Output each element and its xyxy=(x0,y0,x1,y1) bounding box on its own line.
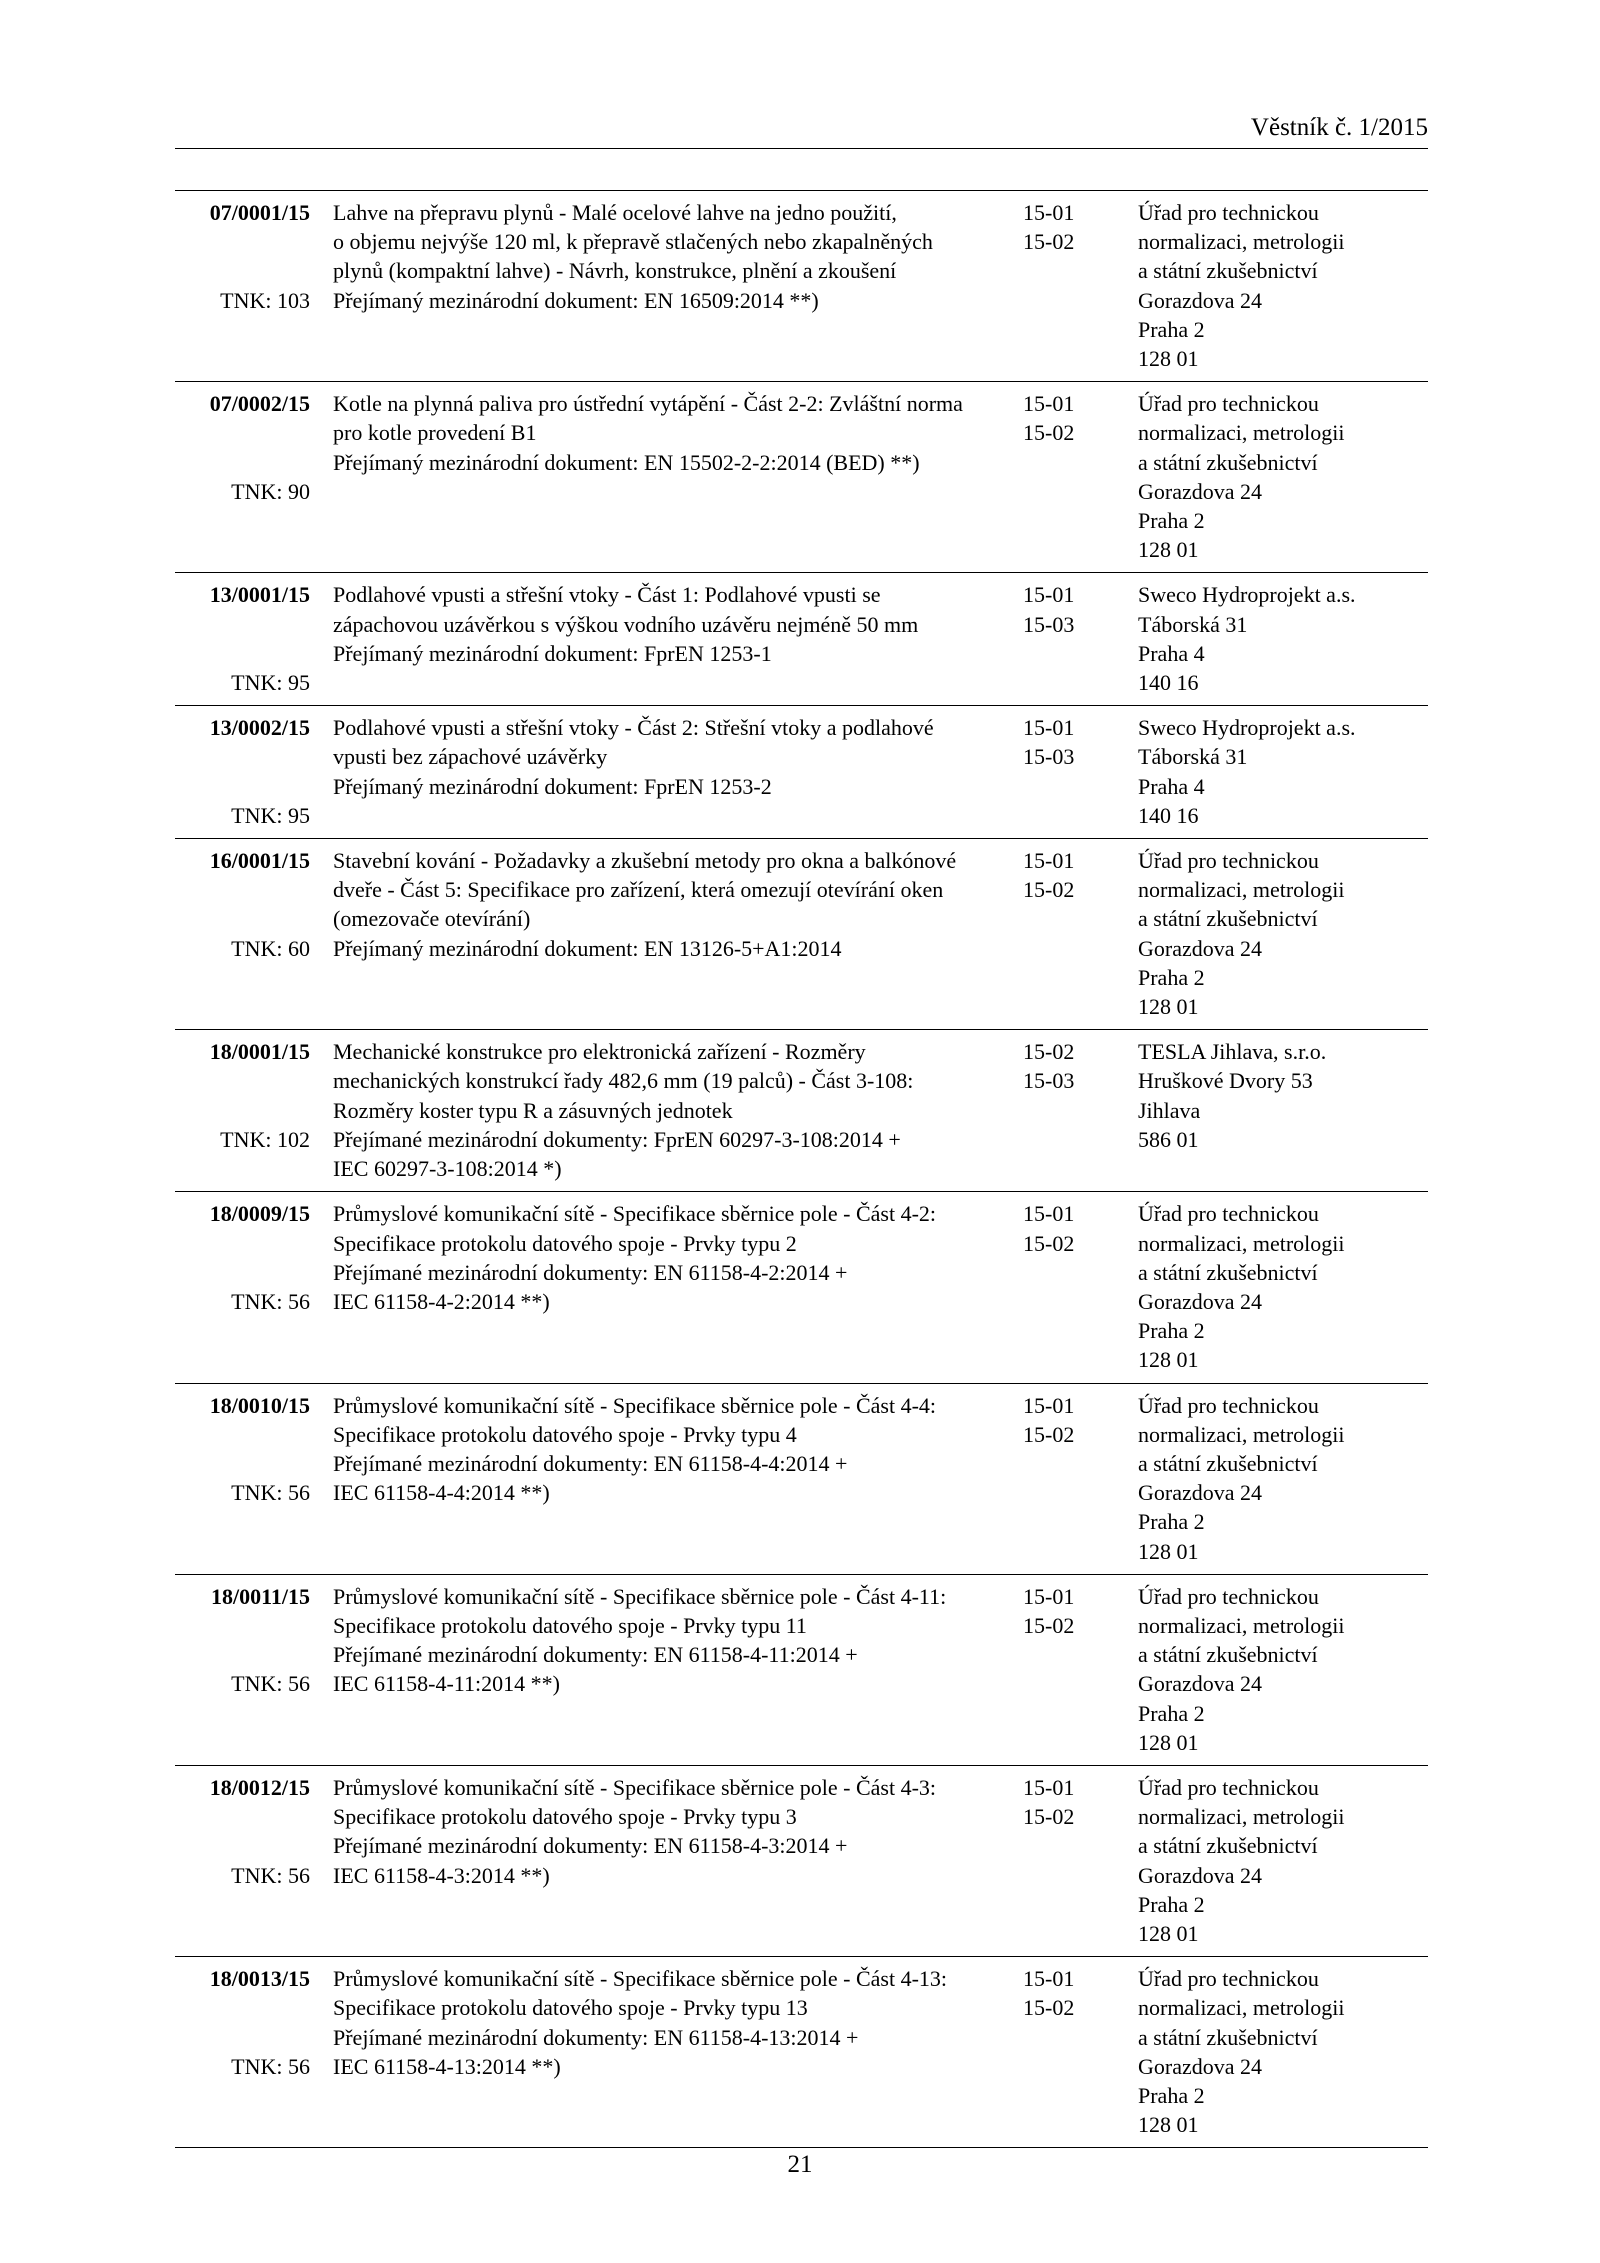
entry-codes-cell xyxy=(1023,191,1138,382)
entry-code: 15-02 xyxy=(1023,1230,1075,1256)
entry-organization-line: normalizaci, metrologii xyxy=(1138,1421,1345,1447)
entry-organization-line: a státní zkušebnictví xyxy=(1138,1259,1318,1285)
entry-title-line: Přejímané mezinárodní dokumenty: FprEN 60297-3-108:2014 + xyxy=(333,1126,901,1152)
entry-code: 15-02 xyxy=(1023,1612,1075,1638)
entry-title-line: Kotle na plynná paliva pro ústřední vytápění - Část 2-2: Zvláštní norma xyxy=(333,391,963,417)
spacer xyxy=(175,418,310,447)
entry-title-line: dveře - Část 5: Specifikace pro zařízení, která omezují otevírání oken xyxy=(333,877,944,903)
entry-title-line: Přejímané mezinárodní dokumenty: EN 61158-4-13:2014 + xyxy=(333,2024,859,2050)
entry-organization-cell xyxy=(1138,1574,1428,1765)
entry-id-cell xyxy=(175,1765,310,1956)
entry-organization-cell xyxy=(1138,1383,1428,1574)
entry-title-line: IEC 61158-4-3:2014 **) xyxy=(333,1862,550,1888)
entry-organization-line: 128 01 xyxy=(1138,1920,1199,1946)
entry-organization-line: a státní zkušebnictví xyxy=(1138,2024,1318,2050)
entry-title-cell xyxy=(333,1957,1023,2148)
spacer xyxy=(175,1096,310,1125)
entry-title-line: Přejímané mezinárodní dokumenty: EN 61158-4-11:2014 + xyxy=(333,1642,858,1668)
entry-organization-line: normalizaci, metrologii xyxy=(1138,1230,1345,1256)
spacer xyxy=(175,1993,310,2022)
entry-title-cell xyxy=(333,573,1023,706)
table-row xyxy=(175,191,1428,382)
spacer xyxy=(175,904,310,933)
entry-codes-cell xyxy=(1023,706,1138,839)
entry-code: 15-01 xyxy=(1023,1201,1075,1227)
standards-table xyxy=(175,190,1428,2148)
entry-codes-cell xyxy=(1023,1192,1138,1383)
entry-codes-cell xyxy=(1023,1957,1138,2148)
entry-organization-line: normalizaci, metrologii xyxy=(1138,420,1345,446)
entry-code: 15-03 xyxy=(1023,1068,1075,1094)
entry-tnk: TNK: 56 xyxy=(231,1862,310,1888)
entry-organization-line: Gorazdova 24 xyxy=(1138,287,1263,313)
entry-tnk: TNK: 56 xyxy=(231,1288,310,1314)
header-rule xyxy=(175,148,1428,149)
entry-organization-line: TESLA Jihlava, s.r.o. xyxy=(1138,1039,1327,1065)
entry-title-line: Specifikace protokolu datového spoje - Prvky typu 2 xyxy=(333,1230,797,1256)
entry-organization-line: 128 01 xyxy=(1138,2112,1199,2138)
entry-organization-line: a státní zkušebnictví xyxy=(1138,906,1318,932)
entry-code: 15-01 xyxy=(1023,1966,1075,1992)
entry-title-line: Specifikace protokolu datového spoje - Prvky typu 4 xyxy=(333,1421,797,1447)
entry-organization-line: 128 01 xyxy=(1138,1538,1199,1564)
entry-organization-line: Úřad pro technickou xyxy=(1138,1201,1319,1227)
table-row xyxy=(175,1192,1428,1383)
entry-organization-line: a státní zkušebnictví xyxy=(1138,1450,1318,1476)
entry-organization-line: Gorazdova 24 xyxy=(1138,1671,1263,1697)
entry-organization-cell xyxy=(1138,839,1428,1030)
entry-organization-line: normalizaci, metrologii xyxy=(1138,1995,1345,2021)
spacer xyxy=(175,639,310,668)
entry-organization-line: a státní zkušebnictví xyxy=(1138,1642,1318,1668)
entry-code: 15-02 xyxy=(1023,229,1075,255)
entry-organization-line: 140 16 xyxy=(1138,802,1199,828)
entry-title-cell xyxy=(333,1383,1023,1574)
standards-table-wrap xyxy=(175,190,1428,2148)
entry-code: 15-01 xyxy=(1023,582,1075,608)
entry-organization-line: 128 01 xyxy=(1138,1729,1199,1755)
entry-organization-cell xyxy=(1138,1030,1428,1192)
entry-title-line: IEC 61158-4-11:2014 **) xyxy=(333,1671,560,1697)
entry-organization-line: Úřad pro technickou xyxy=(1138,1583,1319,1609)
entry-id-cell xyxy=(175,1030,310,1192)
entry-title-line: Lahve na přepravu plynů - Malé ocelové lahve na jedno použití, xyxy=(333,200,897,225)
entry-organization-line: 128 01 xyxy=(1138,994,1199,1020)
entry-title-line: o objemu nejvýše 120 ml, k přepravě stlačených nebo zkapalněných xyxy=(333,229,933,255)
entry-organization-line: Úřad pro technickou xyxy=(1138,200,1319,225)
entry-code: 15-01 xyxy=(1023,200,1075,225)
entry-title-line: Specifikace protokolu datového spoje - Prvky typu 3 xyxy=(333,1804,797,1830)
entry-title-line: plynů (kompaktní lahve) - Návrh, konstrukce, plnění a zkoušení xyxy=(333,258,897,284)
entry-id-cell xyxy=(175,1957,310,2148)
entry-organization-line: Úřad pro technickou xyxy=(1138,848,1319,874)
entry-title-line: Přejímané mezinárodní dokumenty: EN 61158-4-2:2014 + xyxy=(333,1259,848,1285)
entry-organization-line: Gorazdova 24 xyxy=(1138,935,1263,961)
entry-title-line: IEC 61158-4-2:2014 **) xyxy=(333,1288,550,1314)
entry-codes-cell xyxy=(1023,1030,1138,1192)
entry-organization-line: a státní zkušebnictví xyxy=(1138,258,1318,284)
entry-code: 15-01 xyxy=(1023,848,1075,874)
spacer xyxy=(175,1831,310,1860)
entry-code: 15-03 xyxy=(1023,611,1075,637)
entry-organization-line: Úřad pro technickou xyxy=(1138,1392,1319,1418)
entry-organization-cell xyxy=(1138,1192,1428,1383)
entry-organization-line: Praha 4 xyxy=(1138,773,1205,799)
spacer xyxy=(175,875,310,904)
entry-organization-line: Táborská 31 xyxy=(1138,611,1248,637)
entry-organization-line: Táborská 31 xyxy=(1138,744,1248,770)
entry-title-line: Průmyslové komunikační sítě - Specifikace sběrnice pole - Část 4-3: xyxy=(333,1774,937,1800)
entry-title-line: Mechanické konstrukce pro elektronická zařízení - Rozměry xyxy=(333,1039,866,1065)
column-gap xyxy=(310,1574,333,1765)
entry-id-cell xyxy=(175,706,310,839)
spacer xyxy=(175,610,310,639)
entry-id: 13/0001/15 xyxy=(209,582,310,608)
entry-organization-cell xyxy=(1138,1957,1428,2148)
entry-organization-cell xyxy=(1138,573,1428,706)
entry-id-cell xyxy=(175,839,310,1030)
entry-title-cell xyxy=(333,706,1023,839)
entry-title-line: Průmyslové komunikační sítě - Specifikace sběrnice pole - Část 4-11: xyxy=(333,1583,947,1609)
entry-id: 18/0012/15 xyxy=(209,1774,310,1800)
entry-code: 15-01 xyxy=(1023,1392,1075,1418)
column-gap xyxy=(310,1765,333,1956)
entry-title-line: Rozměry koster typu R a zásuvných jednotek xyxy=(333,1097,733,1123)
entry-title-line: IEC 60297-3-108:2014 *) xyxy=(333,1156,562,1182)
entry-title-line: Průmyslové komunikační sítě - Specifikace sběrnice pole - Část 4-13: xyxy=(333,1966,948,1992)
entry-organization-line: 586 01 xyxy=(1138,1126,1199,1152)
entry-id: 18/0009/15 xyxy=(209,1201,310,1227)
spacer xyxy=(175,1611,310,1640)
entry-organization-cell xyxy=(1138,191,1428,382)
entry-code: 15-02 xyxy=(1023,877,1075,903)
entry-organization-line: Praha 2 xyxy=(1138,1891,1205,1917)
entry-code: 15-03 xyxy=(1023,744,1075,770)
entry-organization-line: Gorazdova 24 xyxy=(1138,1288,1263,1314)
column-gap xyxy=(310,382,333,573)
entry-id: 07/0002/15 xyxy=(209,391,310,417)
spacer xyxy=(175,742,310,771)
entry-id-cell xyxy=(175,382,310,573)
entry-title-line: vpusti bez zápachové uzávěrky xyxy=(333,744,608,770)
standards-table-body xyxy=(175,191,1428,2148)
entry-title-line: Přejímaný mezinárodní dokument: FprEN 1253-2 xyxy=(333,773,772,799)
spacer xyxy=(175,1066,310,1095)
entry-organization-line: normalizaci, metrologii xyxy=(1138,229,1345,255)
entry-organization-line: Praha 2 xyxy=(1138,964,1205,990)
spacer xyxy=(175,1640,310,1669)
entry-id: 18/0010/15 xyxy=(209,1392,310,1418)
entry-id-cell xyxy=(175,1192,310,1383)
entry-title-line: pro kotle provedení B1 xyxy=(333,420,537,446)
column-gap xyxy=(310,1383,333,1574)
entry-id-cell xyxy=(175,191,310,382)
spacer xyxy=(175,448,310,477)
entry-organization-line: Praha 2 xyxy=(1138,1700,1205,1726)
entry-codes-cell xyxy=(1023,1765,1138,1956)
entry-organization-line: 128 01 xyxy=(1138,1347,1199,1373)
table-row xyxy=(175,573,1428,706)
entry-tnk: TNK: 60 xyxy=(231,935,310,961)
table-row xyxy=(175,1574,1428,1765)
entry-organization-cell xyxy=(1138,1765,1428,1956)
entry-id: 18/0013/15 xyxy=(209,1966,310,1992)
spacer xyxy=(175,256,310,285)
entry-organization-line: 128 01 xyxy=(1138,346,1199,372)
entry-code: 15-02 xyxy=(1023,1039,1075,1065)
entry-id: 07/0001/15 xyxy=(209,200,310,225)
entry-code: 15-01 xyxy=(1023,1583,1075,1609)
entry-title-line: Přejímané mezinárodní dokumenty: EN 61158-4-3:2014 + xyxy=(333,1833,848,1859)
entry-title-cell xyxy=(333,191,1023,382)
table-row xyxy=(175,1383,1428,1574)
column-gap xyxy=(310,191,333,382)
spacer xyxy=(175,1449,310,1478)
entry-organization-line: normalizaci, metrologii xyxy=(1138,1804,1345,1830)
page-number: 21 xyxy=(787,2151,813,2178)
entry-title-cell xyxy=(333,839,1023,1030)
entry-organization-line: Praha 4 xyxy=(1138,640,1205,666)
spacer xyxy=(175,1420,310,1449)
entry-organization-line: Gorazdova 24 xyxy=(1138,1480,1263,1506)
entry-title-line: Přejímané mezinárodní dokumenty: EN 61158-4-4:2014 + xyxy=(333,1450,848,1476)
table-row xyxy=(175,382,1428,573)
entry-tnk: TNK: 95 xyxy=(231,802,310,828)
entry-tnk: TNK: 56 xyxy=(231,2053,310,2079)
entry-organization-line: Praha 2 xyxy=(1138,316,1205,342)
spacer xyxy=(175,1258,310,1287)
entry-title-line: Přejímaný mezinárodní dokument: EN 16509:2014 **) xyxy=(333,287,819,313)
table-row xyxy=(175,839,1428,1030)
entry-title-line: Stavební kování - Požadavky a zkušební metody pro okna a balkónové xyxy=(333,848,957,874)
spacer xyxy=(175,2023,310,2052)
entry-id: 18/0001/15 xyxy=(209,1039,310,1065)
entry-id: 13/0002/15 xyxy=(209,715,310,741)
table-row xyxy=(175,1030,1428,1192)
entry-title-line: Přejímaný mezinárodní dokument: FprEN 1253-1 xyxy=(333,640,772,666)
entry-organization-line: Praha 2 xyxy=(1138,1318,1205,1344)
entry-organization-line: Praha 2 xyxy=(1138,508,1205,534)
entry-tnk: TNK: 56 xyxy=(231,1480,310,1506)
entry-title-line: Podlahové vpusti a střešní vtoky - Část 2: Střešní vtoky a podlahové xyxy=(333,715,934,741)
entry-code: 15-01 xyxy=(1023,715,1075,741)
table-row xyxy=(175,1765,1428,1956)
entry-title-line: Specifikace protokolu datového spoje - Prvky typu 11 xyxy=(333,1612,807,1638)
entry-title-line: (omezovače otevírání) xyxy=(333,906,531,932)
entry-tnk: TNK: 102 xyxy=(220,1126,310,1152)
entry-id: 18/0011/15 xyxy=(210,1583,310,1609)
column-gap xyxy=(310,573,333,706)
entry-organization-line: Úřad pro technickou xyxy=(1138,1966,1319,1992)
column-gap xyxy=(310,706,333,839)
entry-code: 15-02 xyxy=(1023,1804,1075,1830)
entry-tnk: TNK: 90 xyxy=(231,478,310,504)
entry-id-cell xyxy=(175,573,310,706)
entry-title-line: mechanických konstrukcí řady 482,6 mm (19 palců) - Část 3-108: xyxy=(333,1068,914,1094)
entry-organization-line: Sweco Hydroprojekt a.s. xyxy=(1138,582,1356,608)
entry-organization-line: Gorazdova 24 xyxy=(1138,2053,1263,2079)
entry-codes-cell xyxy=(1023,382,1138,573)
entry-title-cell xyxy=(333,1574,1023,1765)
entry-organization-line: 128 01 xyxy=(1138,537,1199,563)
entry-title-cell xyxy=(333,382,1023,573)
entry-tnk: TNK: 56 xyxy=(231,1671,310,1697)
entry-title-cell xyxy=(333,1030,1023,1192)
entry-organization-line: Praha 2 xyxy=(1138,1509,1205,1535)
entry-id: 16/0001/15 xyxy=(209,848,310,874)
entry-code: 15-02 xyxy=(1023,420,1075,446)
entry-organization-line: Praha 2 xyxy=(1138,2082,1205,2108)
column-gap xyxy=(310,1192,333,1383)
entry-title-line: Přejímaný mezinárodní dokument: EN 15502-2-2:2014 (BED) **) xyxy=(333,449,920,475)
entry-organization-line: Gorazdova 24 xyxy=(1138,1862,1263,1888)
entry-organization-line: a státní zkušebnictví xyxy=(1138,449,1318,475)
entry-title-cell xyxy=(333,1765,1023,1956)
column-gap xyxy=(310,1957,333,2148)
entry-codes-cell xyxy=(1023,573,1138,706)
spacer xyxy=(175,227,310,256)
entry-title-line: Specifikace protokolu datového spoje - Prvky typu 13 xyxy=(333,1995,808,2021)
spacer xyxy=(175,1802,310,1831)
entry-organization-line: a státní zkušebnictví xyxy=(1138,1833,1318,1859)
table-row xyxy=(175,706,1428,839)
entry-title-line: Podlahové vpusti a střešní vtoky - Část 1: Podlahové vpusti se xyxy=(333,582,881,608)
entry-tnk: TNK: 95 xyxy=(231,670,310,696)
entry-codes-cell xyxy=(1023,1574,1138,1765)
entry-organization-line: normalizaci, metrologii xyxy=(1138,1612,1345,1638)
entry-title-cell xyxy=(333,1192,1023,1383)
entry-title-line: Průmyslové komunikační sítě - Specifikace sběrnice pole - Část 4-2: xyxy=(333,1201,937,1227)
entry-organization-line: Úřad pro technickou xyxy=(1138,391,1319,417)
entry-codes-cell xyxy=(1023,1383,1138,1574)
entry-organization-line: Jihlava xyxy=(1138,1097,1201,1123)
entry-title-line: IEC 61158-4-4:2014 **) xyxy=(333,1480,550,1506)
entry-organization-line: normalizaci, metrologii xyxy=(1138,877,1345,903)
entry-title-line: zápachovou uzávěrkou s výškou vodního uzávěru nejméně 50 mm xyxy=(333,611,919,637)
entry-title-line: Průmyslové komunikační sítě - Specifikace sběrnice pole - Část 4-4: xyxy=(333,1392,937,1418)
entry-organization-cell xyxy=(1138,382,1428,573)
entry-codes-cell xyxy=(1023,839,1138,1030)
column-gap xyxy=(310,839,333,1030)
entry-organization-line: Hruškové Dvory 53 xyxy=(1138,1068,1313,1094)
table-row xyxy=(175,1957,1428,2148)
bulletin-title: Věstník č. 1/2015 xyxy=(1250,114,1428,141)
spacer xyxy=(175,1229,310,1258)
entry-id-cell xyxy=(175,1383,310,1574)
entry-title-line: IEC 61158-4-13:2014 **) xyxy=(333,2053,561,2079)
entry-organization-line: Úřad pro technickou xyxy=(1138,1774,1319,1800)
entry-organization-line: 140 16 xyxy=(1138,670,1199,696)
entry-code: 15-01 xyxy=(1023,391,1075,417)
entry-tnk: TNK: 103 xyxy=(220,287,310,313)
entry-organization-line: Sweco Hydroprojekt a.s. xyxy=(1138,715,1356,741)
column-gap xyxy=(310,1030,333,1192)
entry-code: 15-01 xyxy=(1023,1774,1075,1800)
spacer xyxy=(175,772,310,801)
entry-organization-line: Gorazdova 24 xyxy=(1138,478,1263,504)
entry-code: 15-02 xyxy=(1023,1995,1075,2021)
entry-title-line: Přejímaný mezinárodní dokument: EN 13126-5+A1:2014 xyxy=(333,935,842,961)
entry-organization-cell xyxy=(1138,706,1428,839)
entry-id-cell xyxy=(175,1574,310,1765)
entry-code: 15-02 xyxy=(1023,1421,1075,1447)
